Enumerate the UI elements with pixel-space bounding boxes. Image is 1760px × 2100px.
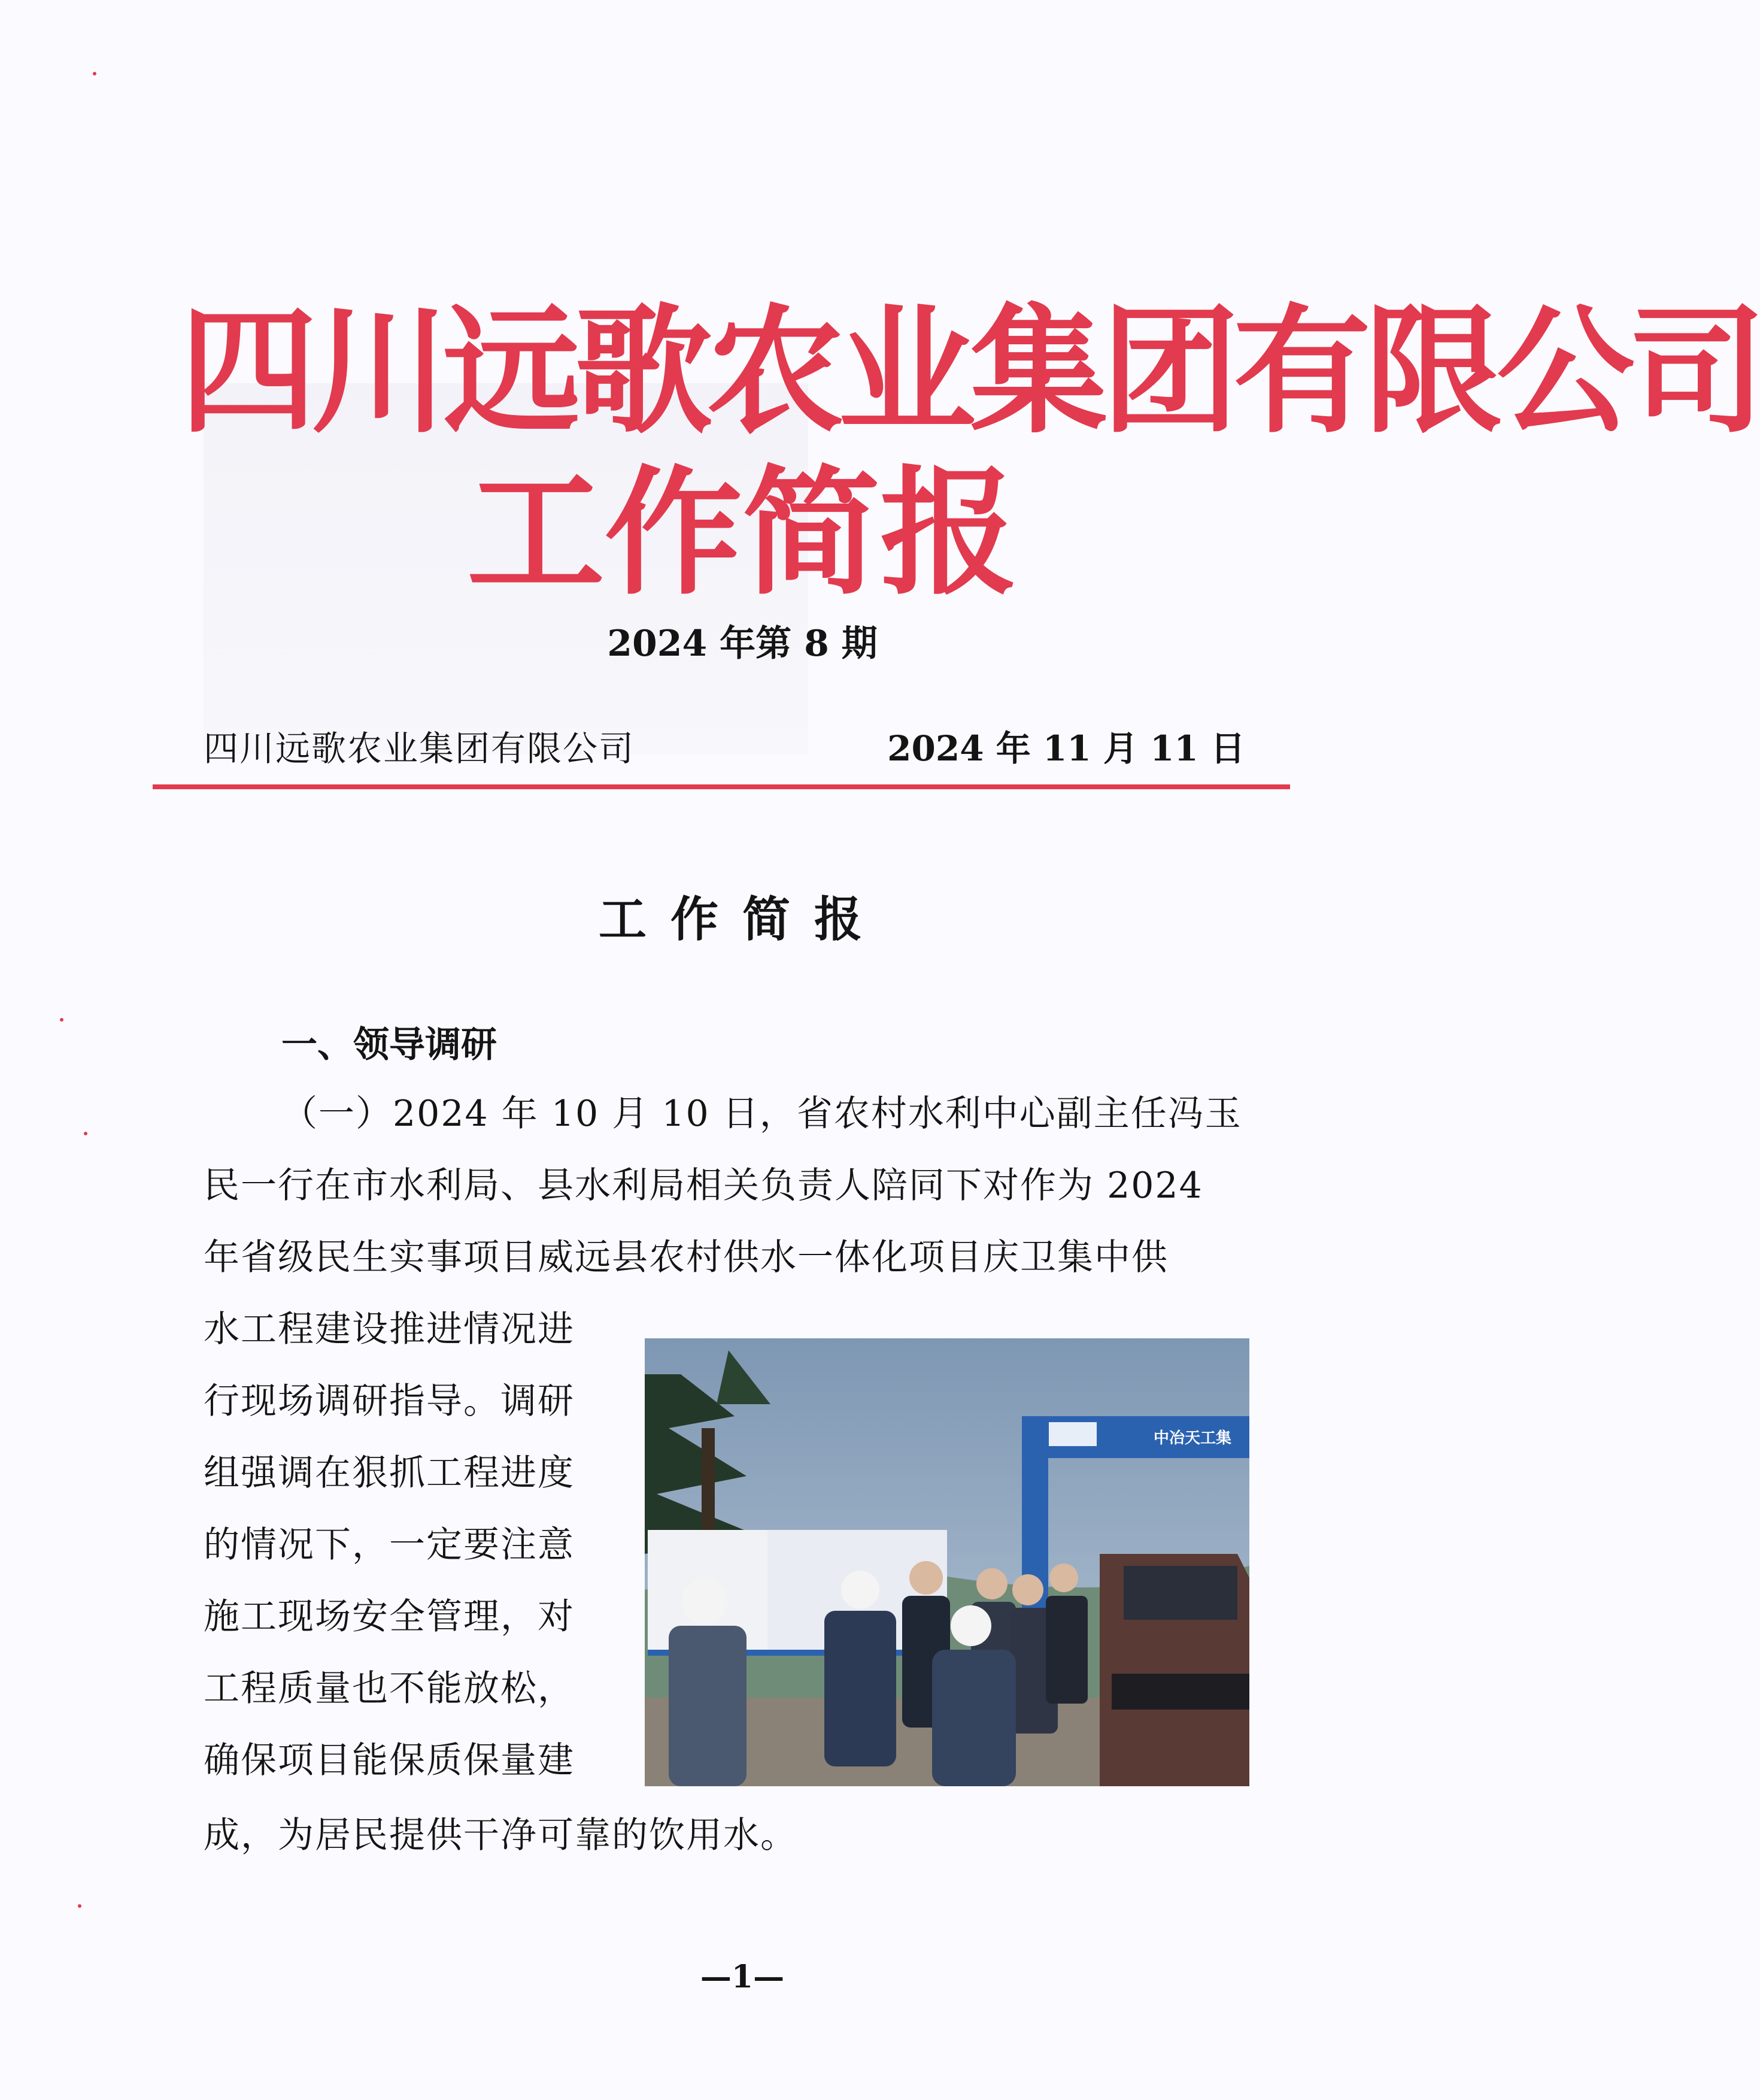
publisher-name: 四川远歌农业集团有限公司 bbox=[204, 728, 635, 769]
paragraph-line: 的情况下，一定要注意 bbox=[204, 1524, 575, 1566]
paragraph-line: 组强调在狠抓工程进度 bbox=[204, 1452, 575, 1494]
photo-sign-text: 中冶天工集 bbox=[1154, 1429, 1232, 1447]
paragraph-line: 工程质量也不能放松， bbox=[204, 1668, 575, 1710]
scan-speck bbox=[84, 1132, 87, 1135]
paragraph-line: 民一行在市水利局、县水利局相关负责人陪同下对作为 2024 bbox=[204, 1165, 1203, 1207]
paragraph-line: 年省级民生实事项目威远县农村供水一体化项目庆卫集中供 bbox=[204, 1237, 1169, 1278]
paragraph-line: 成，为居民提供干净可靠的饮用水。 bbox=[204, 1814, 797, 1856]
paragraph-line: （一）2024 年 10 月 10 日，省农村水利中心副主任冯玉 bbox=[281, 1093, 1242, 1135]
scan-speck bbox=[78, 1904, 81, 1908]
site-visit-photo bbox=[645, 1338, 1249, 1786]
paragraph-line: 行现场调研指导。调研 bbox=[204, 1380, 575, 1422]
scan-speck bbox=[93, 72, 96, 75]
document-title: 工作简报 bbox=[599, 891, 886, 947]
section-heading: 一、领导调研 bbox=[281, 1024, 497, 1066]
paragraph-line: 施工现场安全管理，对 bbox=[204, 1596, 575, 1638]
scan-speck bbox=[60, 1018, 63, 1022]
paragraph-line: 水工程建设推进情况进 bbox=[204, 1308, 575, 1350]
issue-number: 2024 年第 8 期 bbox=[607, 623, 878, 665]
publish-date: 2024 年 11 月 11 日 bbox=[887, 728, 1245, 769]
masthead-brief-title: 工作简报 bbox=[466, 452, 1018, 614]
red-divider bbox=[153, 784, 1290, 789]
paragraph-line: 确保项目能保质保量建 bbox=[204, 1740, 575, 1781]
masthead-company-title: 四川远歌农业集团有限公司 bbox=[180, 290, 1760, 452]
page-number: —1— bbox=[700, 1959, 785, 1995]
